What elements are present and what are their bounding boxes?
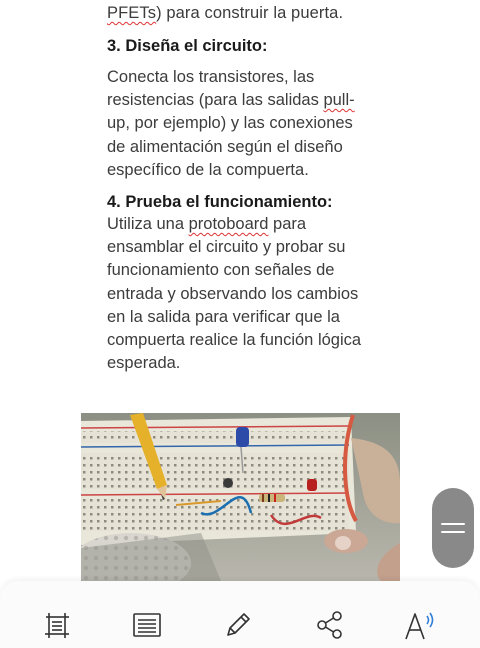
spellcheck-word: PFETs	[107, 4, 157, 22]
spellcheck-word: protoboard	[188, 215, 269, 233]
read-aloud-icon	[402, 608, 438, 642]
edit-button[interactable]	[218, 605, 258, 645]
breadboard-photo[interactable]	[81, 413, 400, 581]
share-icon	[314, 609, 346, 641]
step-4-title: 4. Prueba el funcionamiento:	[107, 193, 333, 211]
share-button[interactable]	[310, 605, 350, 645]
step-3-paragraph: Conecta los transistores, las resistencias (para las salidas pull- up, por ejemplo) y las conexiones de alimentación según el diseño específico de la compuerta.	[107, 68, 355, 179]
text-view-button[interactable]	[127, 605, 167, 645]
text-line-top: PFETs) para construir la puerta.	[107, 4, 344, 22]
scroll-handle-button[interactable]	[432, 488, 474, 568]
bottom-toolbar	[0, 581, 480, 648]
crop-frame-button[interactable]	[37, 605, 77, 645]
handle-line-icon	[441, 531, 465, 533]
spellcheck-word: pull-	[323, 91, 355, 110]
text-list-icon	[131, 610, 163, 640]
read-aloud-button[interactable]	[400, 605, 440, 645]
step-3-title: 3. Diseña el circuito:	[107, 37, 268, 55]
pencil-icon	[222, 609, 254, 641]
handle-line-icon	[441, 523, 465, 525]
breadboard-illustration	[81, 413, 400, 581]
crop-frame-icon	[42, 610, 72, 640]
step-4-paragraph: Utiliza una protoboard para ensamblar el circuito y probar su funcionamiento con señales de entrada y observando los cambios en la salida para verificar que la compuerta realice la función lógica esperada.	[107, 215, 362, 373]
